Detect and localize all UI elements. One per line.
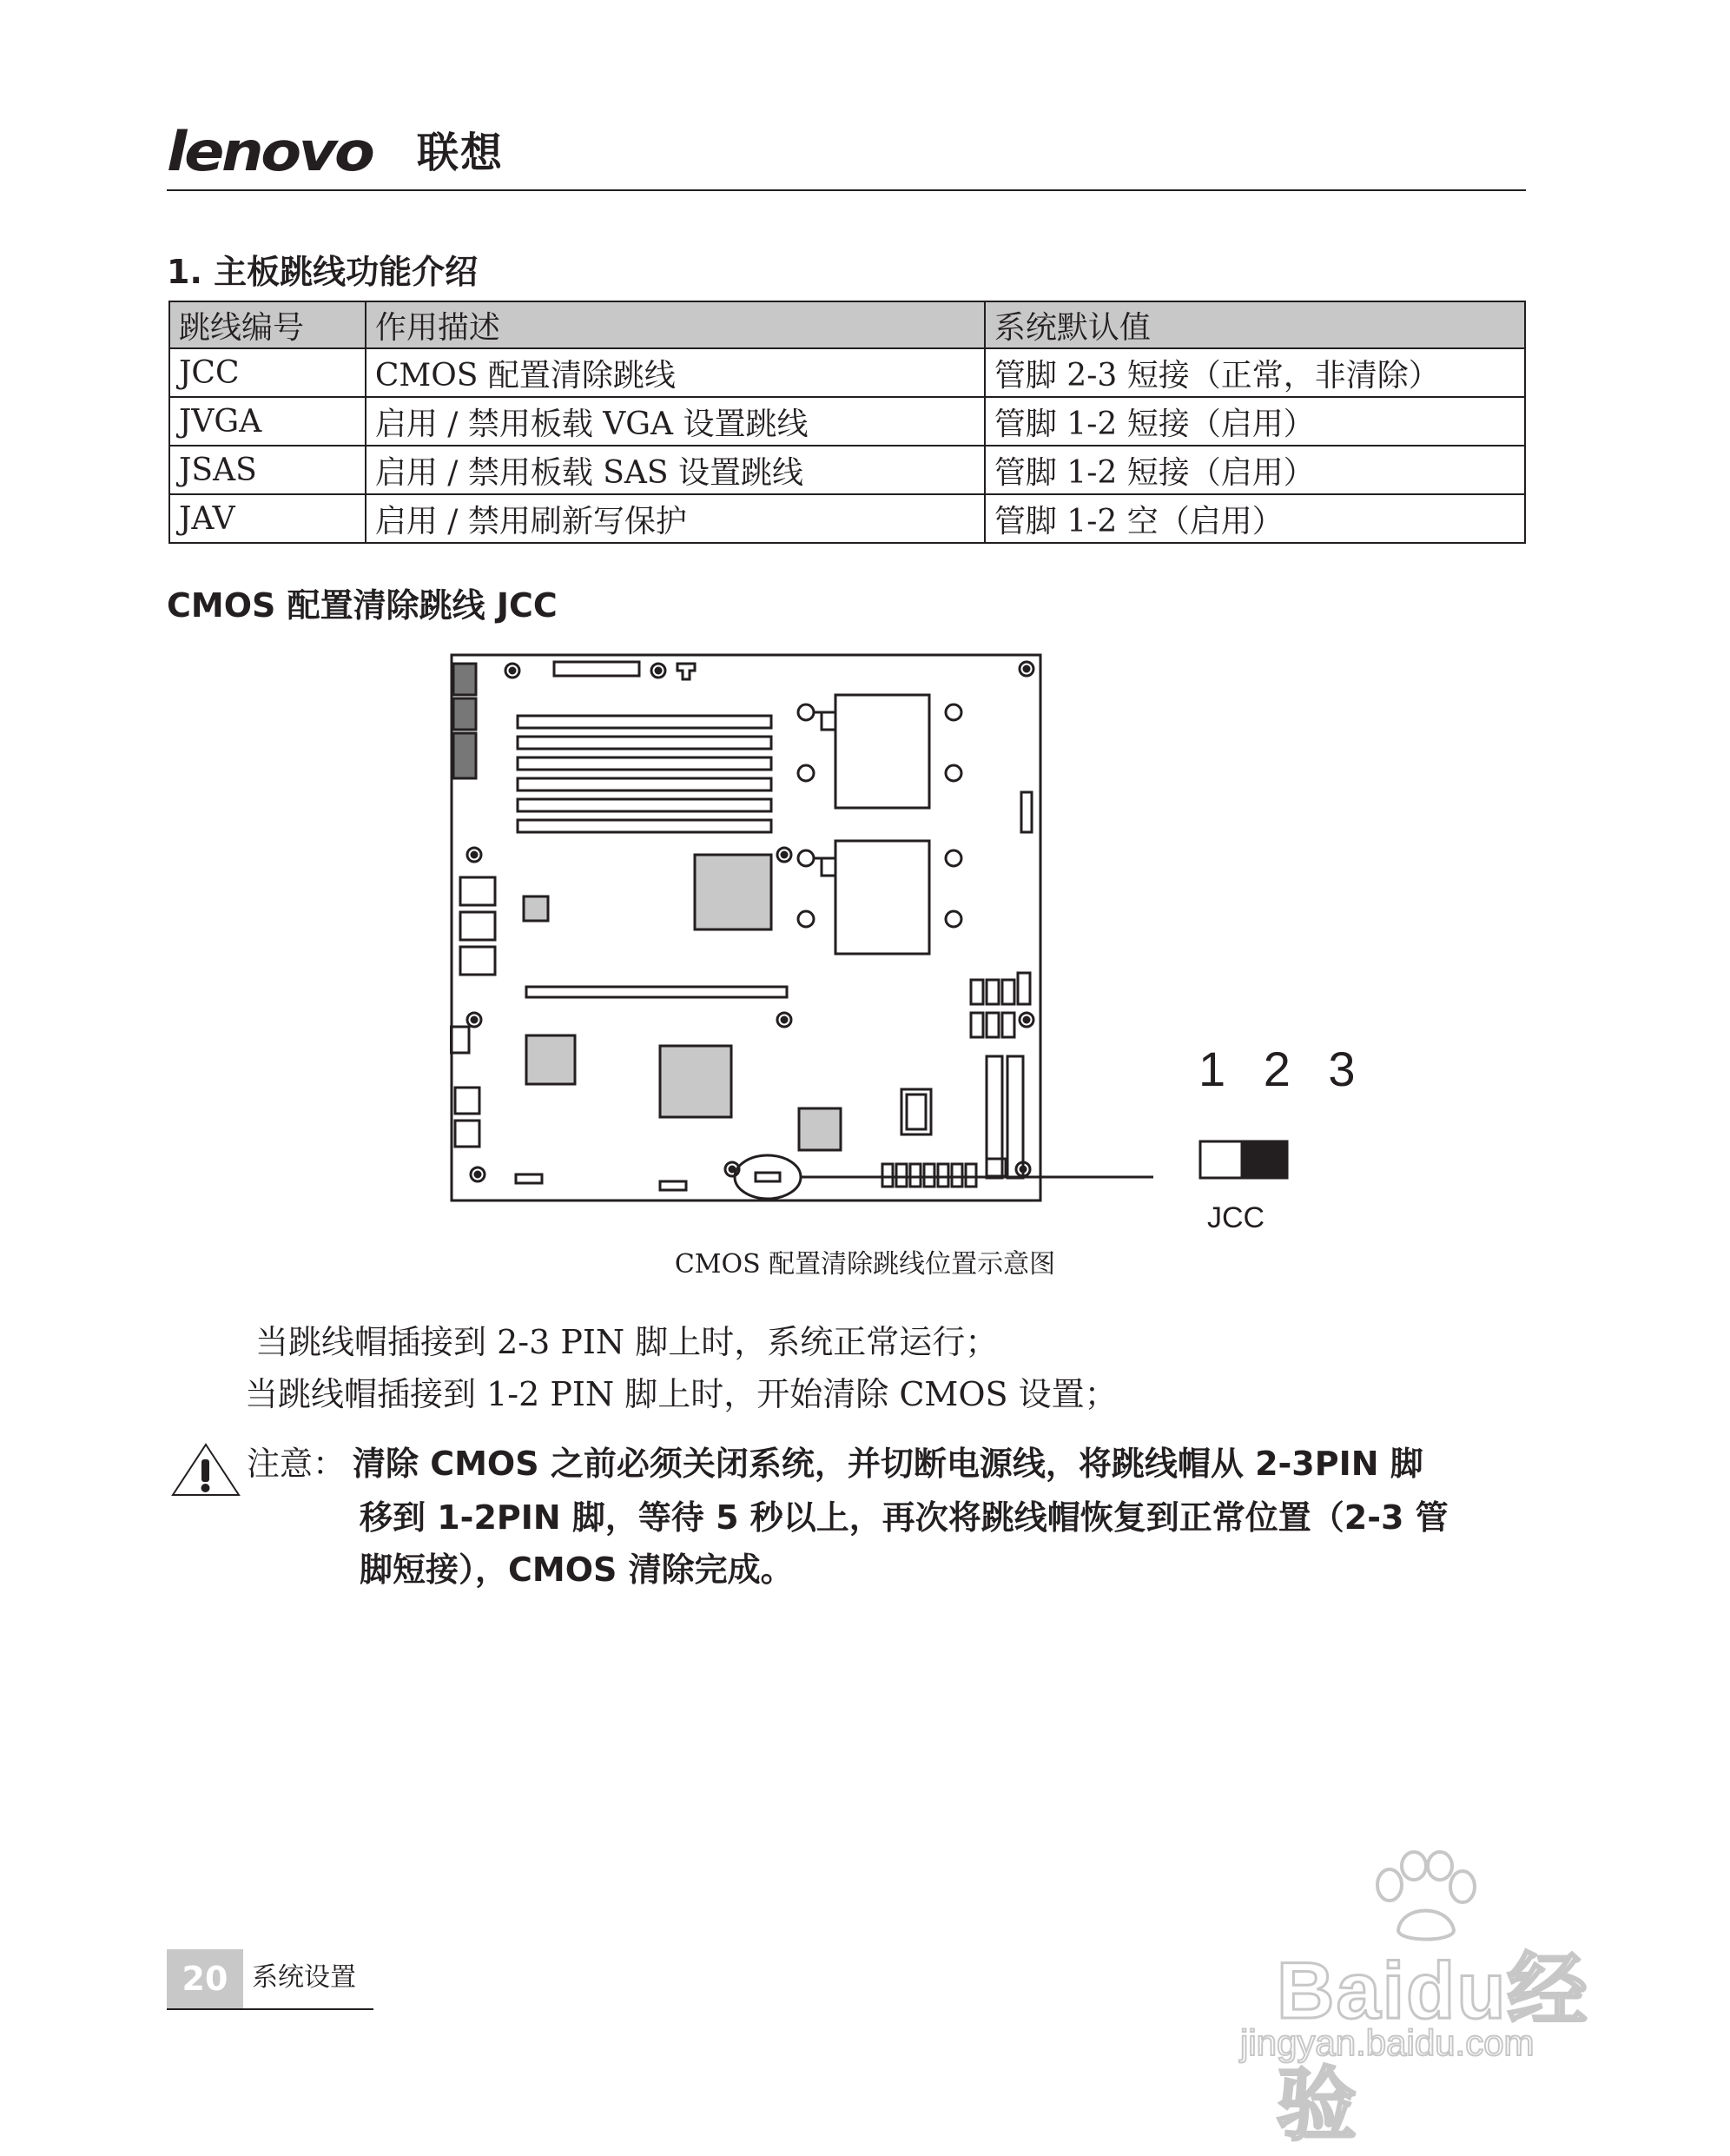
small-jumper bbox=[660, 1181, 686, 1190]
warning-icon bbox=[170, 1442, 241, 1498]
table-cell: 管脚 1-2 短接（启用） bbox=[985, 446, 1525, 494]
table-row bbox=[169, 494, 1525, 543]
header-connectors bbox=[971, 973, 1030, 1178]
table-cell: 管脚 1-2 空（启用） bbox=[985, 494, 1525, 543]
io-port bbox=[455, 1088, 479, 1114]
table-cell: 管脚 2-3 短接（正常，非清除） bbox=[985, 348, 1525, 397]
chipset bbox=[695, 855, 771, 929]
table-cell: 启用 / 禁用刷新写保护 bbox=[366, 494, 985, 543]
figure-caption: CMOS 配置清除跳线位置示意图 bbox=[674, 1249, 1056, 1280]
lenovo-logo: lenovo bbox=[167, 120, 373, 183]
table-cell: JCC bbox=[169, 348, 366, 397]
body-line-clear: 当跳线帽插接到 1-2 PIN 脚上时，开始清除 CMOS 设置； bbox=[245, 1375, 1118, 1413]
section-title: 1. 主板跳线功能介绍 bbox=[167, 253, 479, 291]
watermark-brand: Baidu经验 bbox=[1277, 1947, 1589, 2150]
note-line-2: 移到 1-2PIN 脚，等待 5 秒以上，再次将跳线帽恢复到正常位置（2-3 管 bbox=[360, 1498, 1449, 1537]
subsection-title: CMOS 配置清除跳线 JCC bbox=[167, 586, 558, 625]
note-line-1: 清除 CMOS 之前必须关闭系统，并切断电源线，将跳线帽从 2-3PIN 脚 bbox=[353, 1445, 1423, 1483]
small-jumper bbox=[516, 1174, 542, 1183]
chip bbox=[799, 1108, 841, 1150]
jcc-jumper-cap bbox=[1242, 1141, 1287, 1178]
header-divider bbox=[167, 189, 1526, 191]
io-port bbox=[455, 1121, 479, 1147]
table-cell: JAV bbox=[169, 494, 366, 543]
io-connector bbox=[453, 664, 476, 695]
bottom-headers bbox=[882, 1159, 1006, 1187]
io-port bbox=[460, 877, 495, 905]
chip bbox=[660, 1046, 731, 1117]
io-port bbox=[460, 947, 495, 975]
jcc-location-highlight bbox=[735, 1155, 801, 1199]
table-row bbox=[169, 348, 1525, 397]
note-label: 注意： bbox=[247, 1445, 347, 1483]
pci-slot bbox=[526, 987, 787, 997]
table-header-cell: 作用描述 bbox=[366, 301, 985, 348]
table-cell: JVGA bbox=[169, 397, 366, 446]
table-header-cell: 系统默认值 bbox=[985, 301, 1525, 348]
top-connector bbox=[554, 662, 639, 676]
table-cell: CMOS 配置清除跳线 bbox=[366, 348, 985, 397]
table-header-row bbox=[169, 301, 1525, 348]
table-cell: 启用 / 禁用板载 SAS 设置跳线 bbox=[366, 446, 985, 494]
io-port bbox=[460, 912, 495, 940]
cpu-socket bbox=[798, 841, 961, 954]
watermark-url: jingyan.baidu.com bbox=[1240, 2022, 1535, 2063]
baidu-watermark bbox=[1225, 1850, 1641, 2150]
jumper-table bbox=[168, 301, 1526, 544]
page-number: 20 bbox=[167, 1949, 243, 2008]
footer-divider bbox=[167, 2008, 373, 2010]
io-connector bbox=[453, 733, 476, 778]
io-connector bbox=[453, 698, 476, 730]
jcc-label: JCC bbox=[1207, 1201, 1265, 1234]
header-connector bbox=[1021, 792, 1032, 832]
chip bbox=[524, 896, 548, 921]
lenovo-logo-cn: 联想 bbox=[417, 129, 505, 177]
dimm-slots bbox=[518, 716, 771, 832]
table-row bbox=[169, 397, 1525, 446]
cpu-socket bbox=[798, 695, 961, 808]
table-cell: JSAS bbox=[169, 446, 366, 494]
table-row bbox=[169, 446, 1525, 494]
chip bbox=[526, 1035, 575, 1084]
note-line-3: 脚短接），CMOS 清除完成。 bbox=[360, 1551, 794, 1589]
chip bbox=[907, 1095, 926, 1129]
pin-numbers: 1 2 3 bbox=[1198, 1042, 1368, 1096]
jcc-jumper-on-board bbox=[756, 1173, 780, 1181]
table-cell: 启用 / 禁用板载 VGA 设置跳线 bbox=[366, 397, 985, 446]
table-cell: 管脚 1-2 短接（启用） bbox=[985, 397, 1525, 446]
footer-section-name: 系统设置 bbox=[252, 1962, 356, 1993]
top-connector bbox=[677, 664, 695, 679]
body-line-normal: 当跳线帽插接到 2-3 PIN 脚上时，系统正常运行； bbox=[255, 1323, 999, 1361]
motherboard-diagram bbox=[450, 653, 1336, 1209]
table-header-cell: 跳线编号 bbox=[169, 301, 366, 348]
